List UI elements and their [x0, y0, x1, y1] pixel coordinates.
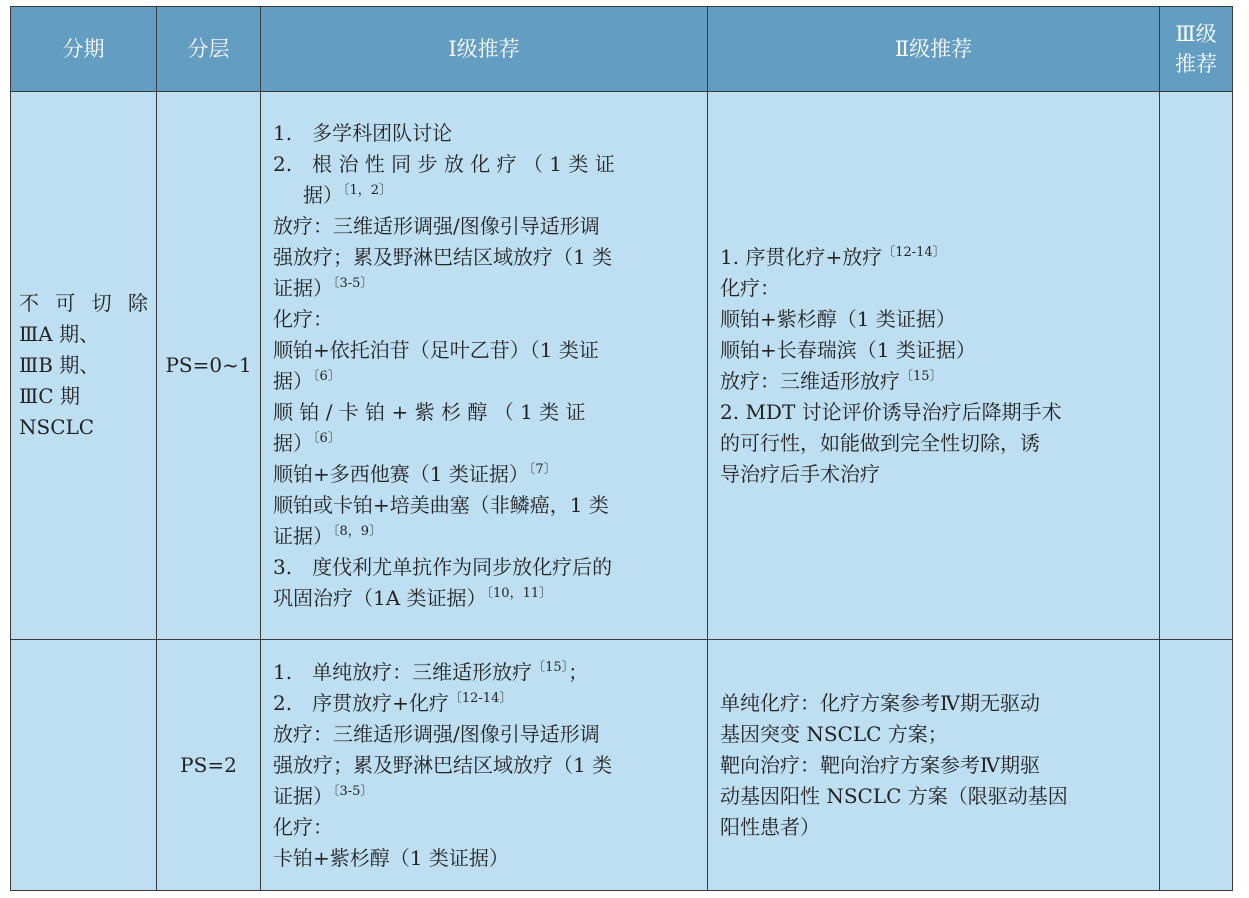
rec-line: 据）$^{〔1,2〕}$ [303, 182, 393, 207]
rec-line: 靶向治疗：靶向治疗方案参考Ⅳ期驱 [720, 752, 1040, 777]
rec-line: 化疗： [273, 814, 333, 839]
treatment-recommendation-table [10, 6, 1233, 891]
stage-line: NSCLC [19, 415, 95, 439]
rec-line: 顺铂+长春瑞滨（1 类证据） [720, 337, 976, 362]
citation: 〔1，2〕 [343, 182, 393, 198]
rec-line: 顺铂+紫杉醇（1 类证据） [720, 306, 956, 331]
table-row [11, 92, 1233, 640]
citation: 〔12-14〕 [882, 244, 946, 260]
rec-line: 顺铂+多西他赛（1 类证据）$^{〔7〕}$ [273, 461, 557, 486]
level3-recommendation-cell [1160, 640, 1233, 891]
stage-line: ⅢA 期、 [19, 322, 100, 346]
rec-line: 2. 根 治 性 同 步 放 化 疗 （ 1 类 证 [273, 151, 615, 176]
citation: 〔6〕 [313, 368, 341, 384]
header-layer: 分层 [157, 7, 261, 92]
rec-line: 证据）$^{〔8,9〕}$ [273, 523, 383, 548]
citation: 〔3-5〕 [333, 275, 374, 291]
layer-cell: PS=0~1 [157, 92, 261, 640]
rec-line: 强放疗；累及野淋巴结区域放疗（1 类 [273, 752, 613, 777]
citation: 〔6〕 [313, 430, 341, 446]
rec-line: 顺铂或卡铂+培美曲塞（非鳞癌，1 类 [273, 492, 609, 517]
rec-line: 顺铂+依托泊苷（足叶乙苷）（1 类证 [273, 337, 599, 362]
header-level2: Ⅱ级推荐 [708, 7, 1160, 92]
citation: 〔10，11〕 [486, 585, 553, 601]
rec-line: 基因突变 NSCLC 方案； [720, 721, 948, 746]
header-stage: 分期 [11, 7, 157, 92]
rec-line: 放疗：三维适形调强/图像引导适形调 [273, 213, 600, 238]
rec-line: 1. 多学科团队讨论 [273, 120, 453, 145]
rec-line: 放疗：三维适形调强/图像引导适形调 [273, 721, 600, 746]
layer-cell: PS=2 [157, 640, 261, 891]
rec-line: 化疗： [273, 306, 333, 331]
citation: 〔15〕 [532, 659, 569, 675]
citation: 〔15〕 [900, 368, 943, 384]
header-level3: Ⅲ级 推荐 [1160, 7, 1233, 92]
level2-recommendation-cell [708, 640, 1160, 891]
stage-line: ⅢC 期 [19, 384, 80, 408]
rec-line: 的可行性，如能做到完全性切除，诱 [720, 430, 1040, 455]
stage-line: 不 可 切 除 [19, 291, 148, 315]
stage-cell [11, 92, 157, 640]
rec-line: 导治疗后手术治疗 [720, 461, 880, 486]
rec-line: 证据）$^{〔3-5〕}$ [273, 783, 374, 808]
rec-line: 2. MDT 讨论评价诱导治疗后降期手术 [720, 399, 1062, 424]
rec-line: 据）$^{〔6〕}$ [273, 368, 341, 393]
rec-line: 动基因阳性 NSCLC 方案（限驱动基因 [720, 783, 1068, 808]
rec-line: 放疗：三维适形放疗$^{〔15〕}$ [720, 368, 943, 393]
rec-line: 1. 序贯化疗+放疗$^{〔12-14〕}$ [720, 244, 946, 269]
citation: 〔8，9〕 [333, 523, 383, 539]
rec-line: 卡铂+紫杉醇（1 类证据） [273, 845, 509, 870]
level3-recommendation-cell [1160, 92, 1233, 640]
citation: 〔7〕 [528, 461, 557, 477]
rec-line: 据）$^{〔6〕}$ [273, 430, 341, 455]
citation: 〔3-5〕 [333, 783, 374, 799]
rec-line: 强放疗；累及野淋巴结区域放疗（1 类 [273, 244, 613, 269]
rec-line: 2. 序贯放疗+化疗$^{〔12-14〕}$ [273, 690, 513, 715]
header-level1: Ⅰ级推荐 [261, 7, 708, 92]
stage-line: ⅢB 期、 [19, 353, 100, 377]
rec-line: 1. 单纯放疗：三维适形放疗$^{〔15〕}$； [273, 659, 589, 684]
rec-line: 阳性患者） [720, 814, 820, 839]
table-row [11, 640, 1233, 891]
rec-line: 化疗： [720, 275, 780, 300]
citation: 〔12-14〕 [448, 690, 513, 706]
rec-line: 巩固治疗（1A 类证据）$^{〔10,11〕}$ [273, 585, 553, 610]
level2-recommendation-cell [708, 92, 1160, 640]
rec-line: 3. 度伐利尤单抗作为同步放化疗后的 [273, 554, 613, 579]
rec-line: 证据）$^{〔3-5〕}$ [273, 275, 374, 300]
header-row [11, 7, 1233, 92]
stage-cell [11, 640, 157, 891]
rec-line: 顺 铂 / 卡 铂 + 紫 杉 醇 （ 1 类 证 [273, 399, 586, 424]
level1-recommendation-cell [261, 640, 708, 891]
level1-recommendation-cell [261, 92, 708, 640]
rec-line: 单纯化疗：化疗方案参考Ⅳ期无驱动 [720, 690, 1040, 715]
